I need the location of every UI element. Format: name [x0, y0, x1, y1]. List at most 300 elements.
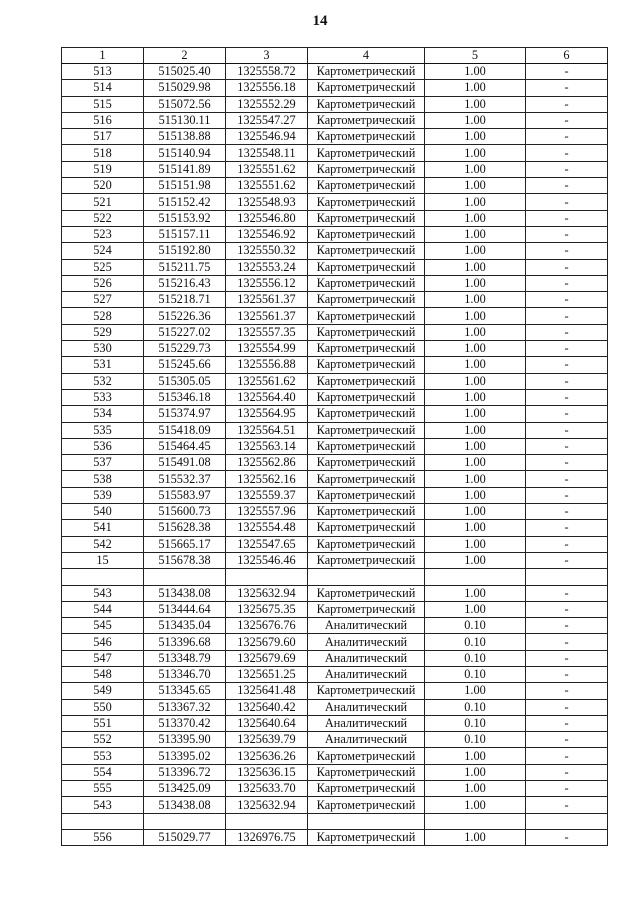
- accuracy-cell: 0.10: [425, 634, 526, 650]
- accuracy-cell: 0.10: [425, 650, 526, 666]
- point-number-cell: 519: [62, 161, 144, 177]
- note-cell: -: [526, 161, 608, 177]
- point-number-cell: 528: [62, 308, 144, 324]
- table-row: [62, 357, 608, 373]
- y-coordinate-cell: 1325651.25: [226, 666, 308, 682]
- point-number-cell: 543: [62, 585, 144, 601]
- note-cell: -: [526, 112, 608, 128]
- method-cell: Картометрический: [308, 308, 425, 324]
- point-number-cell: 532: [62, 373, 144, 389]
- note-cell: -: [526, 634, 608, 650]
- method-cell: Картометрический: [308, 504, 425, 520]
- x-coordinate-cell: 515628.38: [144, 520, 226, 536]
- accuracy-cell: 1.00: [425, 129, 526, 145]
- x-coordinate-cell: 515491.08: [144, 455, 226, 471]
- point-number-cell: 522: [62, 210, 144, 226]
- y-coordinate-cell: 1325547.65: [226, 536, 308, 552]
- note-cell: -: [526, 357, 608, 373]
- table-row: [62, 308, 608, 324]
- y-coordinate-cell: [226, 813, 308, 829]
- table-row: [62, 618, 608, 634]
- y-coordinate-cell: 1325553.24: [226, 259, 308, 275]
- y-coordinate-cell: 1325632.94: [226, 585, 308, 601]
- x-coordinate-cell: 515072.56: [144, 96, 226, 112]
- note-cell: -: [526, 504, 608, 520]
- accuracy-cell: 1.00: [425, 80, 526, 96]
- accuracy-cell: 1.00: [425, 161, 526, 177]
- accuracy-cell: 1.00: [425, 292, 526, 308]
- accuracy-cell: 1.00: [425, 455, 526, 471]
- point-number-cell: 545: [62, 618, 144, 634]
- accuracy-cell: 0.10: [425, 732, 526, 748]
- x-coordinate-cell: 515665.17: [144, 536, 226, 552]
- table-row: [62, 764, 608, 780]
- point-number-cell: 531: [62, 357, 144, 373]
- method-cell: Картометрический: [308, 243, 425, 259]
- point-number-cell: 547: [62, 650, 144, 666]
- page-number: 14: [312, 13, 328, 29]
- table-row: [62, 829, 608, 845]
- note-cell: -: [526, 618, 608, 634]
- note-cell: -: [526, 308, 608, 324]
- accuracy-cell: 1.00: [425, 520, 526, 536]
- x-coordinate-cell: 515025.40: [144, 64, 226, 80]
- x-coordinate-cell: 515218.71: [144, 292, 226, 308]
- point-number-cell: 556: [62, 829, 144, 845]
- y-coordinate-cell: 1325557.35: [226, 324, 308, 340]
- y-coordinate-cell: 1325548.11: [226, 145, 308, 161]
- point-number-cell: 540: [62, 504, 144, 520]
- note-cell: -: [526, 373, 608, 389]
- table-row: [62, 715, 608, 731]
- method-cell: Аналитический: [308, 699, 425, 715]
- x-coordinate-cell: 515583.97: [144, 487, 226, 503]
- y-coordinate-cell: 1325556.18: [226, 80, 308, 96]
- note-cell: -: [526, 129, 608, 145]
- note-cell: -: [526, 438, 608, 454]
- accuracy-cell: 0.10: [425, 618, 526, 634]
- table-row: [62, 96, 608, 112]
- y-coordinate-cell: 1325675.35: [226, 601, 308, 617]
- point-number-cell: 525: [62, 259, 144, 275]
- accuracy-cell: 1.00: [425, 422, 526, 438]
- x-coordinate-cell: 513396.72: [144, 764, 226, 780]
- accuracy-cell: 1.00: [425, 748, 526, 764]
- y-coordinate-cell: 1326976.75: [226, 829, 308, 845]
- method-cell: Картометрический: [308, 226, 425, 242]
- y-coordinate-cell: 1325548.93: [226, 194, 308, 210]
- point-number-cell: [62, 569, 144, 585]
- point-number-cell: 542: [62, 536, 144, 552]
- point-number-cell: 535: [62, 422, 144, 438]
- method-cell: Картометрический: [308, 96, 425, 112]
- x-coordinate-cell: 515153.92: [144, 210, 226, 226]
- y-coordinate-cell: 1325676.76: [226, 618, 308, 634]
- accuracy-cell: 1.00: [425, 308, 526, 324]
- y-coordinate-cell: 1325636.15: [226, 764, 308, 780]
- table-row: [62, 569, 608, 585]
- note-cell: -: [526, 389, 608, 405]
- x-coordinate-cell: 515029.77: [144, 829, 226, 845]
- method-cell: Картометрический: [308, 764, 425, 780]
- accuracy-cell: 1.00: [425, 781, 526, 797]
- table-row: [62, 520, 608, 536]
- note-cell: [526, 569, 608, 585]
- method-cell: Картометрический: [308, 210, 425, 226]
- note-cell: -: [526, 324, 608, 340]
- point-number-cell: 539: [62, 487, 144, 503]
- table-row: [62, 650, 608, 666]
- x-coordinate-cell: 513346.70: [144, 666, 226, 682]
- point-number-cell: 527: [62, 292, 144, 308]
- accuracy-cell: 0.10: [425, 715, 526, 731]
- note-cell: -: [526, 683, 608, 699]
- y-coordinate-cell: 1325640.64: [226, 715, 308, 731]
- x-coordinate-cell: [144, 813, 226, 829]
- column-header-2: 2: [144, 48, 226, 64]
- table-row: [62, 406, 608, 422]
- method-cell: Аналитический: [308, 650, 425, 666]
- table-row: [62, 259, 608, 275]
- accuracy-cell: 0.10: [425, 666, 526, 682]
- method-cell: Картометрический: [308, 324, 425, 340]
- note-cell: -: [526, 259, 608, 275]
- y-coordinate-cell: 1325679.60: [226, 634, 308, 650]
- point-number-cell: 549: [62, 683, 144, 699]
- method-cell: Картометрический: [308, 64, 425, 80]
- x-coordinate-cell: 515141.89: [144, 161, 226, 177]
- accuracy-cell: 1.00: [425, 764, 526, 780]
- x-coordinate-cell: 515600.73: [144, 504, 226, 520]
- y-coordinate-cell: 1325562.86: [226, 455, 308, 471]
- note-cell: [526, 813, 608, 829]
- table-row: [62, 129, 608, 145]
- point-number-cell: 516: [62, 112, 144, 128]
- note-cell: -: [526, 292, 608, 308]
- point-number-cell: 517: [62, 129, 144, 145]
- method-cell: Картометрический: [308, 129, 425, 145]
- method-cell: Картометрический: [308, 471, 425, 487]
- note-cell: -: [526, 341, 608, 357]
- y-coordinate-cell: 1325546.46: [226, 552, 308, 568]
- point-number-cell: 15: [62, 552, 144, 568]
- y-coordinate-cell: 1325563.14: [226, 438, 308, 454]
- x-coordinate-cell: 513370.42: [144, 715, 226, 731]
- table-row: [62, 666, 608, 682]
- point-number-cell: 538: [62, 471, 144, 487]
- table-row: [62, 552, 608, 568]
- table-row: [62, 634, 608, 650]
- note-cell: -: [526, 520, 608, 536]
- accuracy-cell: 1.00: [425, 601, 526, 617]
- method-cell: Картометрический: [308, 389, 425, 405]
- point-number-cell: 544: [62, 601, 144, 617]
- accuracy-cell: 1.00: [425, 178, 526, 194]
- point-number-cell: 529: [62, 324, 144, 340]
- point-number-cell: 546: [62, 634, 144, 650]
- x-coordinate-cell: 513444.64: [144, 601, 226, 617]
- y-coordinate-cell: 1325554.48: [226, 520, 308, 536]
- table-row: [62, 64, 608, 80]
- x-coordinate-cell: 515532.37: [144, 471, 226, 487]
- x-coordinate-cell: 513396.68: [144, 634, 226, 650]
- y-coordinate-cell: 1325554.99: [226, 341, 308, 357]
- table-row: [62, 341, 608, 357]
- point-number-cell: 515: [62, 96, 144, 112]
- point-number-cell: 534: [62, 406, 144, 422]
- note-cell: -: [526, 732, 608, 748]
- method-cell: Картометрический: [308, 683, 425, 699]
- table-body: [62, 64, 608, 846]
- note-cell: -: [526, 650, 608, 666]
- note-cell: -: [526, 666, 608, 682]
- point-number-cell: [62, 813, 144, 829]
- x-coordinate-cell: 515305.05: [144, 373, 226, 389]
- column-header-1: 1: [62, 48, 144, 64]
- table-row: [62, 683, 608, 699]
- x-coordinate-cell: 513395.02: [144, 748, 226, 764]
- note-cell: -: [526, 96, 608, 112]
- accuracy-cell: 1.00: [425, 389, 526, 405]
- method-cell: Картометрический: [308, 781, 425, 797]
- x-coordinate-cell: 515226.36: [144, 308, 226, 324]
- table-row: [62, 324, 608, 340]
- y-coordinate-cell: 1325561.62: [226, 373, 308, 389]
- column-header-5: 5: [425, 48, 526, 64]
- note-cell: -: [526, 455, 608, 471]
- y-coordinate-cell: 1325639.79: [226, 732, 308, 748]
- point-number-cell: 550: [62, 699, 144, 715]
- column-header-6: 6: [526, 48, 608, 64]
- note-cell: -: [526, 210, 608, 226]
- accuracy-cell: 1.00: [425, 406, 526, 422]
- method-cell: Картометрический: [308, 797, 425, 813]
- y-coordinate-cell: 1325561.37: [226, 292, 308, 308]
- x-coordinate-cell: 515245.66: [144, 357, 226, 373]
- note-cell: -: [526, 536, 608, 552]
- point-number-cell: 533: [62, 389, 144, 405]
- method-cell: Картометрический: [308, 292, 425, 308]
- note-cell: -: [526, 781, 608, 797]
- method-cell: Картометрический: [308, 194, 425, 210]
- note-cell: -: [526, 487, 608, 503]
- accuracy-cell: 1.00: [425, 797, 526, 813]
- method-cell: Картометрический: [308, 259, 425, 275]
- accuracy-cell: 1.00: [425, 194, 526, 210]
- method-cell: Картометрический: [308, 520, 425, 536]
- point-number-cell: 541: [62, 520, 144, 536]
- method-cell: Аналитический: [308, 666, 425, 682]
- note-cell: -: [526, 601, 608, 617]
- point-number-cell: 526: [62, 275, 144, 291]
- point-number-cell: 555: [62, 781, 144, 797]
- y-coordinate-cell: 1325564.95: [226, 406, 308, 422]
- note-cell: -: [526, 406, 608, 422]
- y-coordinate-cell: 1325564.40: [226, 389, 308, 405]
- x-coordinate-cell: 513367.32: [144, 699, 226, 715]
- table-header-row: [62, 48, 608, 64]
- point-number-cell: 537: [62, 455, 144, 471]
- x-coordinate-cell: [144, 569, 226, 585]
- y-coordinate-cell: 1325641.48: [226, 683, 308, 699]
- accuracy-cell: [425, 813, 526, 829]
- y-coordinate-cell: 1325632.94: [226, 797, 308, 813]
- table-row: [62, 536, 608, 552]
- method-cell: Картометрический: [308, 438, 425, 454]
- note-cell: -: [526, 226, 608, 242]
- point-number-cell: 518: [62, 145, 144, 161]
- note-cell: -: [526, 422, 608, 438]
- method-cell: Картометрический: [308, 406, 425, 422]
- y-coordinate-cell: 1325546.94: [226, 129, 308, 145]
- note-cell: -: [526, 64, 608, 80]
- method-cell: Картометрический: [308, 373, 425, 389]
- accuracy-cell: 1.00: [425, 243, 526, 259]
- y-coordinate-cell: 1325546.92: [226, 226, 308, 242]
- note-cell: -: [526, 194, 608, 210]
- note-cell: -: [526, 552, 608, 568]
- x-coordinate-cell: 513348.79: [144, 650, 226, 666]
- y-coordinate-cell: 1325551.62: [226, 178, 308, 194]
- method-cell: Картометрический: [308, 601, 425, 617]
- x-coordinate-cell: 515346.18: [144, 389, 226, 405]
- point-number-cell: 523: [62, 226, 144, 242]
- x-coordinate-cell: 513435.04: [144, 618, 226, 634]
- method-cell: Картометрический: [308, 829, 425, 845]
- y-coordinate-cell: 1325557.96: [226, 504, 308, 520]
- column-header-3: 3: [226, 48, 308, 64]
- method-cell: Картометрический: [308, 552, 425, 568]
- table-row: [62, 80, 608, 96]
- accuracy-cell: 1.00: [425, 552, 526, 568]
- coordinates-table: [61, 47, 608, 846]
- x-coordinate-cell: 515029.98: [144, 80, 226, 96]
- x-coordinate-cell: 515227.02: [144, 324, 226, 340]
- table-row: [62, 112, 608, 128]
- point-number-cell: 548: [62, 666, 144, 682]
- method-cell: Картометрический: [308, 80, 425, 96]
- note-cell: -: [526, 243, 608, 259]
- y-coordinate-cell: 1325556.88: [226, 357, 308, 373]
- x-coordinate-cell: 513425.09: [144, 781, 226, 797]
- table-row: [62, 471, 608, 487]
- y-coordinate-cell: 1325550.32: [226, 243, 308, 259]
- y-coordinate-cell: 1325556.12: [226, 275, 308, 291]
- point-number-cell: 543: [62, 797, 144, 813]
- table-row: [62, 585, 608, 601]
- method-cell: Картометрический: [308, 487, 425, 503]
- accuracy-cell: 1.00: [425, 112, 526, 128]
- x-coordinate-cell: 515138.88: [144, 129, 226, 145]
- accuracy-cell: 1.00: [425, 829, 526, 845]
- point-number-cell: 521: [62, 194, 144, 210]
- method-cell: Картометрический: [308, 145, 425, 161]
- y-coordinate-cell: 1325552.29: [226, 96, 308, 112]
- table-row: [62, 275, 608, 291]
- table-row: [62, 194, 608, 210]
- y-coordinate-cell: [226, 569, 308, 585]
- y-coordinate-cell: 1325564.51: [226, 422, 308, 438]
- table-row: [62, 161, 608, 177]
- method-cell: [308, 813, 425, 829]
- accuracy-cell: 1.00: [425, 210, 526, 226]
- accuracy-cell: 1.00: [425, 275, 526, 291]
- note-cell: -: [526, 585, 608, 601]
- method-cell: Аналитический: [308, 634, 425, 650]
- point-number-cell: 551: [62, 715, 144, 731]
- table-row: [62, 601, 608, 617]
- point-number-cell: 530: [62, 341, 144, 357]
- x-coordinate-cell: 515211.75: [144, 259, 226, 275]
- accuracy-cell: 1.00: [425, 471, 526, 487]
- x-coordinate-cell: 515130.11: [144, 112, 226, 128]
- y-coordinate-cell: 1325633.70: [226, 781, 308, 797]
- note-cell: -: [526, 145, 608, 161]
- note-cell: -: [526, 275, 608, 291]
- method-cell: Аналитический: [308, 618, 425, 634]
- accuracy-cell: 1.00: [425, 585, 526, 601]
- y-coordinate-cell: 1325546.80: [226, 210, 308, 226]
- x-coordinate-cell: 515678.38: [144, 552, 226, 568]
- x-coordinate-cell: 513345.65: [144, 683, 226, 699]
- y-coordinate-cell: 1325551.62: [226, 161, 308, 177]
- y-coordinate-cell: 1325547.27: [226, 112, 308, 128]
- y-coordinate-cell: 1325558.72: [226, 64, 308, 80]
- table-row: [62, 292, 608, 308]
- column-header-4: 4: [308, 48, 425, 64]
- method-cell: Картометрический: [308, 536, 425, 552]
- y-coordinate-cell: 1325636.26: [226, 748, 308, 764]
- x-coordinate-cell: 515140.94: [144, 145, 226, 161]
- x-coordinate-cell: 515151.98: [144, 178, 226, 194]
- x-coordinate-cell: 515216.43: [144, 275, 226, 291]
- note-cell: -: [526, 80, 608, 96]
- table-row: [62, 487, 608, 503]
- accuracy-cell: 1.00: [425, 259, 526, 275]
- method-cell: Картометрический: [308, 455, 425, 471]
- x-coordinate-cell: 515152.42: [144, 194, 226, 210]
- table-row: [62, 226, 608, 242]
- accuracy-cell: 1.00: [425, 96, 526, 112]
- y-coordinate-cell: 1325561.37: [226, 308, 308, 324]
- x-coordinate-cell: 515418.09: [144, 422, 226, 438]
- table-row: [62, 243, 608, 259]
- accuracy-cell: 0.10: [425, 699, 526, 715]
- accuracy-cell: 1.00: [425, 438, 526, 454]
- table-row: [62, 178, 608, 194]
- accuracy-cell: 1.00: [425, 226, 526, 242]
- method-cell: [308, 569, 425, 585]
- table-row: [62, 813, 608, 829]
- method-cell: Картометрический: [308, 422, 425, 438]
- point-number-cell: 536: [62, 438, 144, 454]
- y-coordinate-cell: 1325640.42: [226, 699, 308, 715]
- x-coordinate-cell: 513395.90: [144, 732, 226, 748]
- method-cell: Картометрический: [308, 357, 425, 373]
- x-coordinate-cell: 513438.08: [144, 585, 226, 601]
- method-cell: Картометрический: [308, 178, 425, 194]
- table-row: [62, 732, 608, 748]
- accuracy-cell: 1.00: [425, 341, 526, 357]
- table-row: [62, 797, 608, 813]
- accuracy-cell: 1.00: [425, 324, 526, 340]
- point-number-cell: 524: [62, 243, 144, 259]
- table-row: [62, 748, 608, 764]
- accuracy-cell: 1.00: [425, 504, 526, 520]
- table-row: [62, 373, 608, 389]
- table-row: [62, 422, 608, 438]
- table-row: [62, 210, 608, 226]
